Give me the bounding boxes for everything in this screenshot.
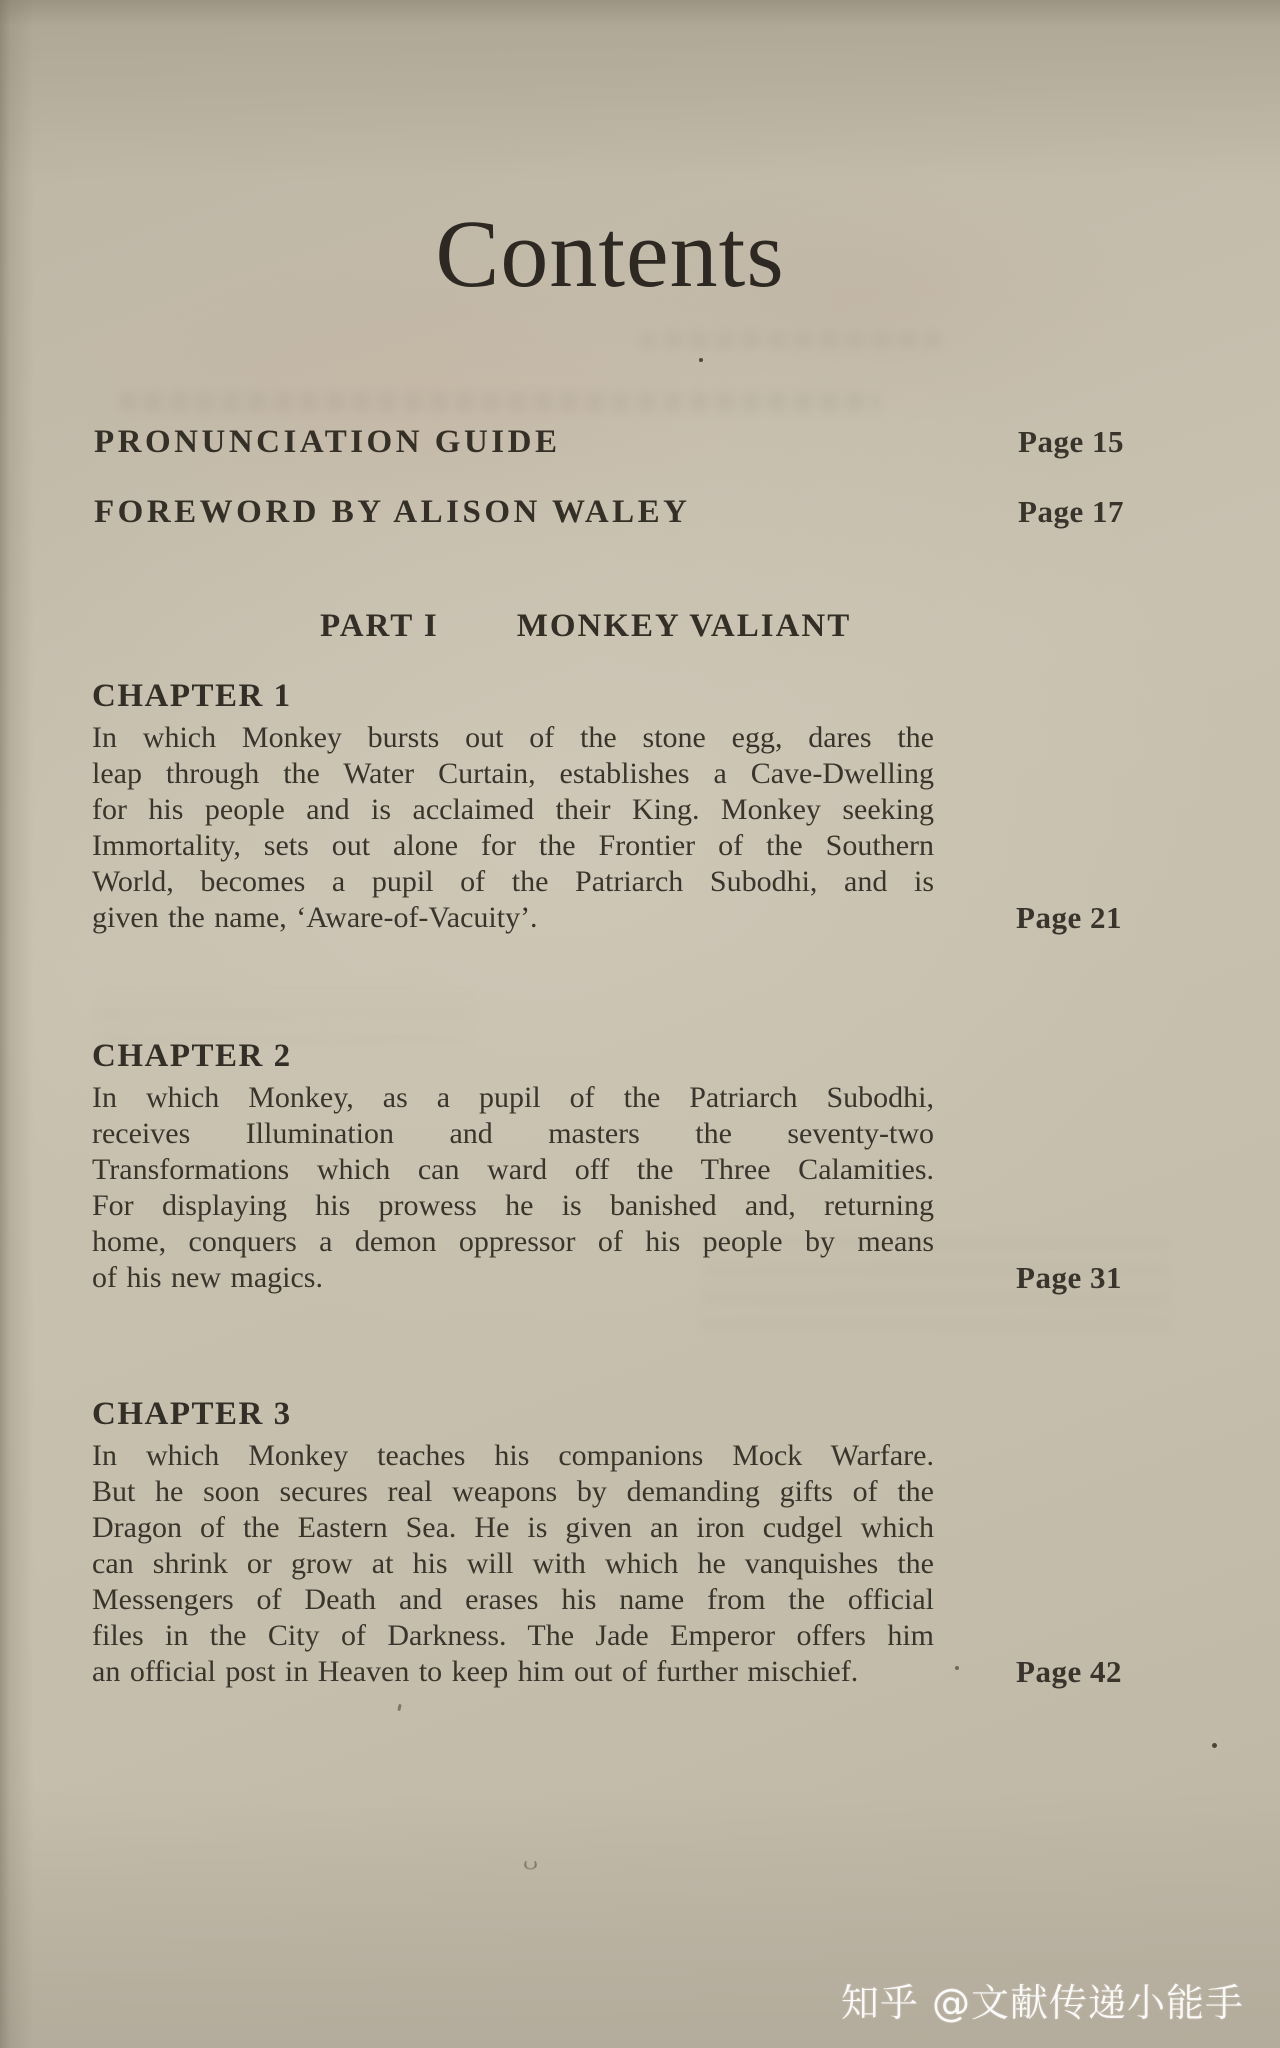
summary-line: leap through the Water Curtain, establishes a Cave-Dwelling xyxy=(92,757,934,790)
ink-bleedthrough xyxy=(120,392,880,412)
summary-line: files in the City of Darkness. The Jade Emperor offers him xyxy=(92,1619,934,1652)
summary-line: For displaying his prowess he is banished and, returning xyxy=(92,1189,934,1222)
summary-line: In which Monkey bursts out of the stone egg, dares the xyxy=(92,721,934,754)
summary-line: World, becomes a pupil of the Patriarch Subodhi, and is xyxy=(92,865,934,898)
chapter-heading: CHAPTER 1 xyxy=(92,678,292,714)
chapter-page-number: Page 21 xyxy=(1016,900,1122,935)
summary-line: In which Monkey teaches his companions Mock Warfare. xyxy=(92,1439,934,1472)
toc-row-pronunciation-guide xyxy=(94,424,1124,461)
summary-line: receives Illumination and masters the seventy-two xyxy=(92,1117,934,1150)
summary-line: an official post in Heaven to keep him out of further mischief. xyxy=(92,1655,859,1688)
ink-speck xyxy=(699,358,703,362)
page-left-edge-shadow xyxy=(0,0,34,2048)
ink-bleedthrough xyxy=(640,332,940,348)
summary-line: home, conquers a demon oppressor of his people by means xyxy=(92,1225,934,1258)
ink-speck xyxy=(397,1704,401,1711)
toc-entry-label: PRONUNCIATION GUIDE xyxy=(94,424,561,460)
summary-line: given the name, ‘Aware-of-Vacuity’. xyxy=(92,901,538,934)
toc-chapter-3 xyxy=(92,1392,934,1690)
summary-line: for his people and is acclaimed their King. Monkey seeking xyxy=(92,793,934,826)
ink-speck xyxy=(522,1861,538,1869)
toc-row-foreword xyxy=(94,494,1124,531)
ink-speck xyxy=(1212,1743,1217,1748)
summary-line: But he soon secures real weapons by demanding gifts of the xyxy=(92,1475,934,1508)
chapter-page-number: Page 31 xyxy=(1016,1260,1122,1295)
chapter-summary xyxy=(92,720,934,936)
toc-entry-label: FOREWORD BY ALISON WALEY xyxy=(94,494,691,530)
chapter-heading: CHAPTER 2 xyxy=(92,1038,292,1074)
summary-line: Immortality, sets out alone for the Frontier of the Southern xyxy=(92,829,934,862)
page-title: Contents xyxy=(435,200,785,307)
summary-line: In which Monkey, as a pupil of the Patriarch Subodhi, xyxy=(92,1081,934,1114)
chapter-summary xyxy=(92,1080,934,1296)
toc-chapter-2 xyxy=(92,1034,934,1296)
chapter-page-number: Page 42 xyxy=(1016,1654,1122,1689)
page-top-edge-shadow xyxy=(0,0,1280,26)
toc-chapter-1 xyxy=(92,674,934,936)
summary-line: Transformations which can ward off the Three Calamities. xyxy=(92,1153,934,1186)
part-title: MONKEY VALIANT xyxy=(516,608,852,644)
summary-line: Messengers of Death and erases his name from the official xyxy=(92,1583,934,1616)
part-number: PART I xyxy=(320,608,439,644)
zhihu-watermark: 知乎 @文献传递小能手 xyxy=(840,1981,1244,2025)
chapter-heading: CHAPTER 3 xyxy=(92,1396,292,1432)
summary-line: can shrink or grow at his will with which he vanquishes the xyxy=(92,1547,934,1580)
toc-entry-page-number: Page 15 xyxy=(1018,424,1124,459)
summary-line: of his new magics. xyxy=(92,1261,323,1294)
summary-line: Dragon of the Eastern Sea. He is given an iron cudgel which xyxy=(92,1511,934,1544)
part-heading xyxy=(320,608,851,645)
ink-speck xyxy=(955,1666,959,1670)
toc-entry-page-number: Page 17 xyxy=(1018,494,1124,529)
chapter-summary xyxy=(92,1438,934,1690)
